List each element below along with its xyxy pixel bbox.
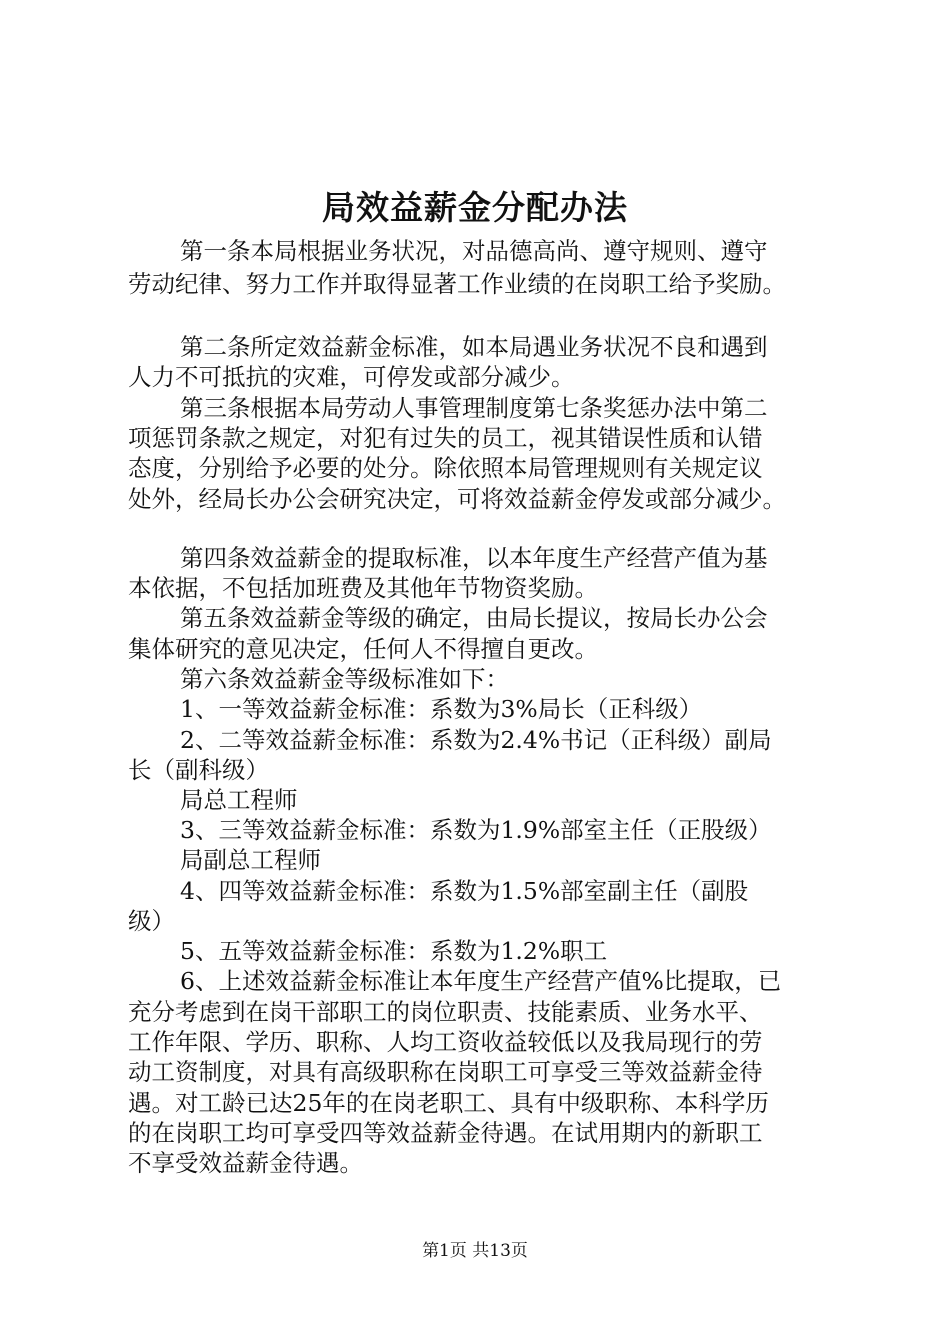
item-6-line-3: 工作年限、学历、职称、人均工资收益较低以及我局现行的劳 [128,1028,763,1056]
article-6-heading: 第六条效益薪金等级标准如下： [180,665,509,693]
article-3-line-4: 处外，经局长办公会研究决定，可将效益薪金停发或部分减少。 [128,485,786,513]
item-6-line-4: 动工资制度，对具有高级职称在岗职工可享受三等效益薪金待 [128,1058,763,1086]
grade-4-line-2: 级） [128,907,175,935]
grade-2-line-2: 长（副科级） [128,756,269,784]
item-6-line-1: 6、上述效益薪金标准让本年度生产经营产值%比提取，已 [180,967,782,995]
item-6-line-7: 不享受效益薪金待遇。 [128,1149,363,1177]
article-3-line-1: 第三条根据本局劳动人事管理制度第七条奖惩办法中第二 [180,394,768,422]
grade-2-line-3: 局总工程师 [180,786,298,814]
grade-2-line-1: 2、二等效益薪金标准：系数为2.4%书记（正科级）副局 [180,726,772,754]
article-3-line-2: 项惩罚条款之规定，对犯有过失的员工，视其错误性质和认错 [128,424,763,452]
article-3-line-3: 态度，分别给予必要的处分。除依照本局管理规则有关规定议 [128,454,763,482]
item-6-line-2: 充分考虑到在岗干部职工的岗位职责、技能素质、业务水平、 [128,998,763,1026]
item-6-line-6: 的在岗职工均可享受四等效益薪金待遇。在试用期内的新职工 [128,1119,763,1147]
article-4-line-2: 本依据，不包括加班费及其他年节物资奖励。 [128,574,598,602]
page-footer: 第1页 共13页 [422,1241,528,1261]
article-2-line-2: 人力不可抵抗的灾难，可停发或部分减少。 [128,363,575,391]
article-1-line-1: 第一条本局根据业务状况，对品德高尚、遵守规则、遵守 [180,237,768,265]
article-4-line-1: 第四条效益薪金的提取标准，以本年度生产经营产值为基 [180,544,768,572]
item-6-line-5: 遇。对工龄已达25年的在岗老职工、具有中级职称、本科学历 [128,1089,769,1117]
article-5-line-1: 第五条效益薪金等级的确定，由局长提议，按局长办公会 [180,604,768,632]
document-title: 局效益薪金分配办法 [322,188,628,227]
grade-5-line: 5、五等效益薪金标准：系数为1.2%职工 [180,937,608,965]
article-1-line-2: 劳动纪律、努力工作并取得显著工作业绩的在岗职工给予奖励。 [128,270,786,298]
article-5-line-2: 集体研究的意见决定，任何人不得擅自更改。 [128,635,598,663]
grade-1-line: 1、一等效益薪金标准：系数为3%局长（正科级） [180,695,703,723]
grade-3-line-1: 3、三等效益薪金标准：系数为1.9%部室主任（正股级） [180,816,772,844]
grade-3-line-2: 局副总工程师 [180,846,321,874]
article-2-line-1: 第二条所定效益薪金标准，如本局遇业务状况不良和遇到 [180,333,768,361]
grade-4-line-1: 4、四等效益薪金标准：系数为1.5%部室副主任（副股 [180,877,749,905]
